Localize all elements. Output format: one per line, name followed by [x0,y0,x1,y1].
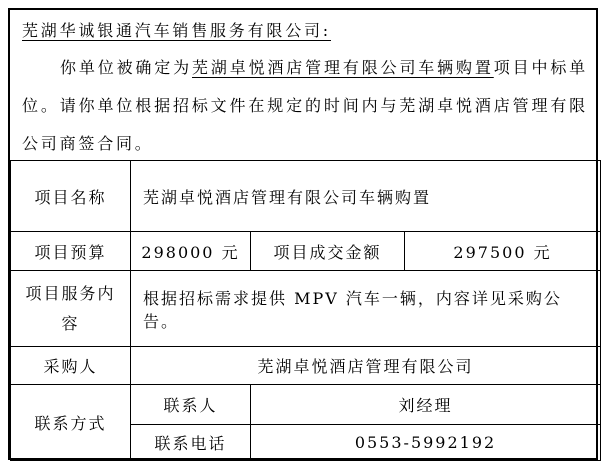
table-row-project-name [11,161,601,232]
table-row-budget [11,232,601,271]
contact-method-label: 联系方式 [11,385,131,461]
purchaser-label: 采购人 [11,347,131,385]
deal-amount-label: 项目成交金额 [251,232,405,271]
table-row-contact-person [11,385,601,425]
contact-phone-value: 0553-5992192 [251,425,601,461]
budget-label: 项目预算 [11,232,131,271]
contact-phone-label: 联系电话 [131,425,251,461]
notice-text-section [10,10,596,160]
project-name-value: 芜湖卓悦酒店管理有限公司车辆购置 [131,161,601,232]
deal-amount-value: 297500 元 [405,232,601,271]
table-row-service-content [11,271,601,347]
budget-value: 298000 元 [131,232,251,271]
body-text-suffix: 项目中标单位。请你单位根据招标文件在规定的时间内与芜湖卓悦酒店管理有限公司商签合同。 [22,58,588,153]
purchaser-value: 芜湖卓悦酒店管理有限公司 [131,347,601,385]
body-underlined-project-name: 芜湖卓悦酒店管理有限公司车辆购置 [192,58,494,77]
body-text-prefix: 你单位被确定为 [60,58,193,77]
recipient-company-name: 芜湖华诚银通汽车销售服务有限公司: [22,21,331,40]
recipient-line [22,17,588,44]
service-content-label: 项目服务内容 [11,271,131,347]
award-details-table [10,160,601,461]
table-row-purchaser [11,347,601,385]
contact-person-value: 刘经理 [251,385,601,425]
award-notice-document [8,8,598,460]
project-name-label: 项目名称 [11,161,131,232]
service-content-value: 根据招标需求提供 MPV 汽车一辆，内容详见采购公告。 [131,271,601,347]
contact-person-label: 联系人 [131,385,251,425]
notice-body-paragraph [22,49,588,160]
